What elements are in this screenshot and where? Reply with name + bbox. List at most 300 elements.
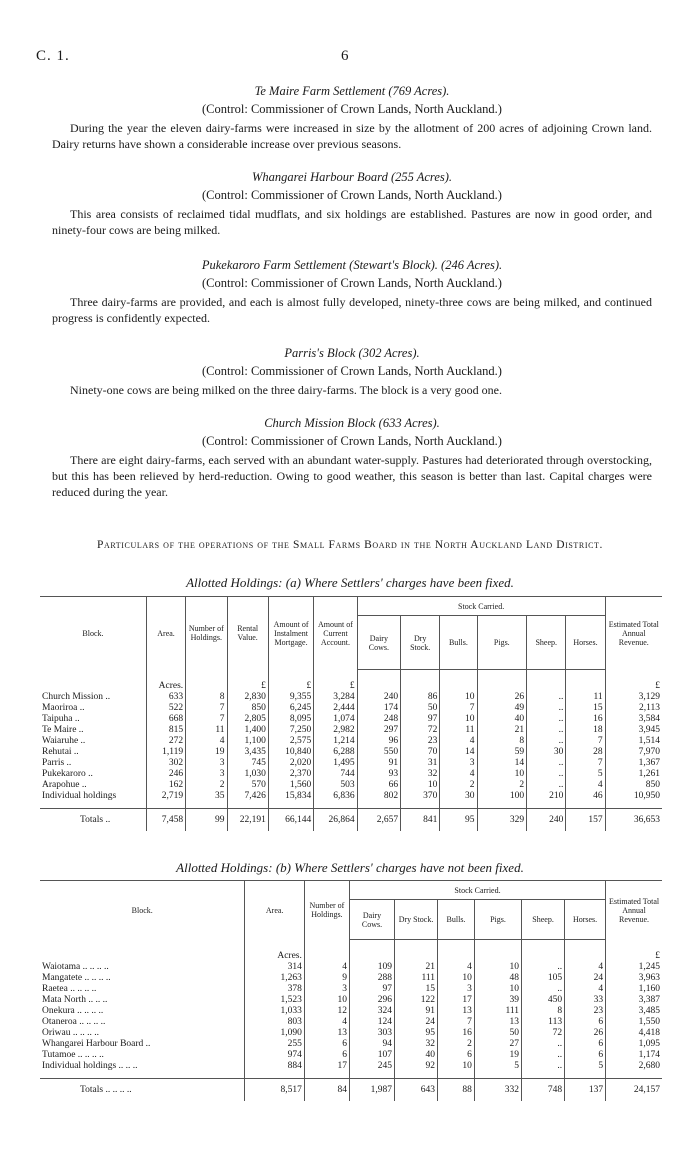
table-b: [40, 880, 662, 1101]
row-cell: 21: [477, 725, 527, 736]
row-cell: 8: [477, 736, 527, 747]
header-mortgage: Amount of Instalment Mortgage.: [268, 597, 313, 670]
totals-cell: 643: [395, 1079, 438, 1102]
row-cell: 6: [565, 1017, 606, 1028]
row-cell: 245: [349, 1061, 394, 1072]
row-cell: 70: [401, 747, 440, 758]
row-cell: 6,245: [268, 703, 313, 714]
row-cell: 2: [186, 780, 227, 791]
row-cell: 3,387: [606, 995, 662, 1006]
row-block-name: Parris ..: [42, 758, 72, 768]
row-cell: 7,250: [268, 725, 313, 736]
row-cell: 10: [474, 984, 521, 995]
row-cell: 302: [146, 758, 185, 769]
row-cell: 570: [227, 780, 268, 791]
row-cell: 1,523: [245, 995, 304, 1006]
row-cell: 92: [395, 1061, 438, 1072]
row-cell: ..: [522, 962, 565, 973]
row-cell: 13: [474, 1017, 521, 1028]
totals-row: [40, 1079, 662, 1102]
row-cell: 4: [438, 962, 475, 973]
row-cell: 297: [357, 725, 400, 736]
row-cell: 40: [395, 1050, 438, 1061]
row-cell: 19: [474, 1050, 521, 1061]
section-body: During the year the eleven dairy-farms were increased in size by the allotment of 200 acres of adjoining Crown land. Dairy returns have shown a considerable increase over previous seasons.: [52, 121, 652, 151]
row-cell: 210: [527, 791, 566, 802]
unit-mortgage: £: [268, 670, 313, 693]
row-cell: 1,245: [606, 962, 662, 973]
row-cell: 10: [440, 714, 477, 725]
row-cell: 3,584: [605, 714, 662, 725]
row-cell: ..: [527, 769, 566, 780]
row-cell: 1,263: [245, 973, 304, 984]
row-cell: 850: [605, 780, 662, 791]
row-cell: 124: [349, 1017, 394, 1028]
row-cell: 1,119: [146, 747, 185, 758]
row-cell: 30: [527, 747, 566, 758]
header-holdings: Number of Holdings.: [304, 881, 349, 940]
unit-rental: £: [227, 670, 268, 693]
row-cell: 1,550: [606, 1017, 662, 1028]
row-cell: 2,805: [227, 714, 268, 725]
row-cell: 5: [566, 769, 605, 780]
row-cell: 3,485: [606, 1006, 662, 1017]
header-block: Block.: [40, 881, 245, 940]
row-block-name: Maoriroa ..: [42, 703, 85, 713]
row-block-name: Taipuha ..: [42, 714, 80, 724]
row-cell: 4: [186, 736, 227, 747]
header-area: Area.: [146, 597, 185, 670]
row-cell: 522: [146, 703, 185, 714]
totals-cell: 84: [304, 1079, 349, 1102]
header-bulls: Bulls.: [438, 900, 475, 940]
row-cell: 1,400: [227, 725, 268, 736]
table-row: [40, 725, 662, 736]
totals-cell: 36,653: [605, 809, 662, 832]
header-pigs: Pigs.: [477, 616, 527, 670]
table-row: [40, 747, 662, 758]
row-cell: 3: [438, 984, 475, 995]
particulars-heading: Particulars of the operations of the Small Farms Board in the North Auckland Land District.: [96, 539, 604, 551]
unit-area: Acres.: [146, 670, 185, 693]
header-dairy-cows: Dairy Cows.: [357, 616, 400, 670]
header-stock-carried: Stock Carried.: [349, 881, 605, 900]
row-cell: 59: [477, 747, 527, 758]
row-cell: 13: [438, 1006, 475, 1017]
totals-cell: 26,864: [314, 809, 357, 832]
row-cell: 28: [566, 747, 605, 758]
document-reference: C. 1.: [36, 48, 70, 64]
row-block-name: Individual holdings: [42, 791, 117, 801]
row-block-name: Individual holdings .. .. ..: [42, 1061, 138, 1071]
section-title: Church Mission Block (633 Acres).: [264, 416, 440, 430]
row-cell: ..: [527, 703, 566, 714]
row-block-name: Arapohue ..: [42, 780, 87, 790]
row-cell: 30: [440, 791, 477, 802]
table-row: [40, 962, 662, 973]
row-cell: 10,950: [605, 791, 662, 802]
row-cell: 12: [304, 1006, 349, 1017]
row-cell: 113: [522, 1017, 565, 1028]
row-cell: 668: [146, 714, 185, 725]
row-cell: 27: [474, 1039, 521, 1050]
row-cell: 884: [245, 1061, 304, 1072]
totals-cell: 2,657: [357, 809, 400, 832]
row-cell: 100: [477, 791, 527, 802]
row-cell: 40: [477, 714, 527, 725]
row-cell: 6: [438, 1050, 475, 1061]
header-area: Area.: [245, 881, 304, 940]
row-cell: 122: [395, 995, 438, 1006]
row-cell: 3,129: [605, 692, 662, 703]
row-cell: 23: [565, 1006, 606, 1017]
row-cell: 6,288: [314, 747, 357, 758]
row-cell: 32: [401, 769, 440, 780]
row-block-name: Oriwau .. .. .. ..: [42, 1028, 99, 1038]
header-dry-stock: Dry Stock.: [401, 616, 440, 670]
section-body: There are eight dairy-farms, each served with an abundant water-supply. Pastures had deteriorated through overstocking, but this has been relieved by herd-reduction. Owing to good weather, this season is better than last. Capital charges were reduced during the year.: [52, 453, 652, 499]
row-cell: 4: [566, 780, 605, 791]
row-cell: 2,719: [146, 791, 185, 802]
row-cell: 3,435: [227, 747, 268, 758]
row-block-name: Rehutai ..: [42, 747, 79, 757]
row-cell: 105: [522, 973, 565, 984]
table-a-subtitle: Allotted Holdings: (a) Where Settlers' charges have been fixed.: [186, 575, 514, 590]
row-cell: 7: [440, 703, 477, 714]
row-cell: 39: [474, 995, 521, 1006]
row-cell: 3: [304, 984, 349, 995]
row-cell: 91: [357, 758, 400, 769]
row-cell: 745: [227, 758, 268, 769]
header-pigs: Pigs.: [474, 900, 521, 940]
section-parris-block: [52, 346, 652, 398]
row-cell: 314: [245, 962, 304, 973]
row-block-name: Church Mission ..: [42, 692, 111, 702]
row-cell: ..: [527, 725, 566, 736]
row-cell: 255: [245, 1039, 304, 1050]
row-cell: 174: [357, 703, 400, 714]
row-cell: ..: [527, 736, 566, 747]
section-body: Three dairy-farms are provided, and each is almost fully developed, ninety-three cows are being milked, and continued progress is confidently expected.: [52, 295, 652, 325]
row-cell: 6,836: [314, 791, 357, 802]
row-cell: 24: [565, 973, 606, 984]
table-row: [40, 1050, 662, 1061]
row-cell: 31: [401, 758, 440, 769]
row-cell: 1,033: [245, 1006, 304, 1017]
section-control: (Control: Commissioner of Crown Lands, North Auckland.): [202, 102, 502, 116]
table-row: [40, 703, 662, 714]
row-cell: ..: [522, 1061, 565, 1072]
table-row: [40, 769, 662, 780]
row-cell: 50: [474, 1028, 521, 1039]
header-sheep: Sheep.: [522, 900, 565, 940]
section-control: (Control: Commissioner of Crown Lands, North Auckland.): [202, 276, 502, 290]
row-cell: 744: [314, 769, 357, 780]
units-row: [40, 670, 662, 693]
row-cell: 13: [304, 1028, 349, 1039]
row-cell: 6: [565, 1039, 606, 1050]
table-b-subtitle: Allotted Holdings: (b) Where Settlers' charges have not been fixed.: [176, 860, 524, 875]
row-cell: 14: [477, 758, 527, 769]
row-cell: 17: [438, 995, 475, 1006]
row-cell: 10: [304, 995, 349, 1006]
row-cell: 15: [566, 703, 605, 714]
row-cell: 8: [522, 1006, 565, 1017]
row-cell: 7,970: [605, 747, 662, 758]
row-cell: 7: [566, 736, 605, 747]
row-cell: 2,444: [314, 703, 357, 714]
totals-row: [40, 809, 662, 832]
header-block: Block.: [40, 597, 146, 670]
table-row: [40, 736, 662, 747]
row-cell: 18: [566, 725, 605, 736]
table-row: [40, 1017, 662, 1028]
section-title: Parris's Block (302 Acres).: [284, 346, 420, 360]
totals-cell: 95: [440, 809, 477, 832]
row-cell: 815: [146, 725, 185, 736]
row-cell: 49: [477, 703, 527, 714]
row-cell: 802: [357, 791, 400, 802]
row-cell: 24: [395, 1017, 438, 1028]
row-cell: 272: [146, 736, 185, 747]
header-sheep: Sheep.: [527, 616, 566, 670]
row-cell: 633: [146, 692, 185, 703]
row-block-name: Raetea .. .. .. ..: [42, 984, 97, 994]
header-dry-stock: Dry Stock.: [395, 900, 438, 940]
row-block-name: Whangarei Harbour Board ..: [42, 1039, 151, 1049]
row-cell: 21: [395, 962, 438, 973]
row-cell: 1,367: [605, 758, 662, 769]
row-cell: 72: [522, 1028, 565, 1039]
row-cell: 4: [440, 736, 477, 747]
row-cell: 9: [304, 973, 349, 984]
section-te-maire: [52, 84, 652, 152]
row-cell: 50: [401, 703, 440, 714]
table-row: [40, 1006, 662, 1017]
header-horses: Horses.: [565, 900, 606, 940]
row-cell: 1,160: [606, 984, 662, 995]
table-a: [40, 596, 662, 831]
row-block-name: Waiaruhe ..: [42, 736, 86, 746]
section-title: Whangarei Harbour Board (255 Acres).: [251, 170, 453, 184]
table-row: [40, 1061, 662, 1072]
row-cell: 97: [401, 714, 440, 725]
totals-cell: 22,191: [227, 809, 268, 832]
row-cell: 11: [566, 692, 605, 703]
row-cell: 107: [349, 1050, 394, 1061]
section-control: (Control: Commissioner of Crown Lands, North Auckland.): [202, 364, 502, 378]
row-cell: 111: [395, 973, 438, 984]
row-cell: 7,426: [227, 791, 268, 802]
row-cell: 97: [349, 984, 394, 995]
row-cell: 246: [146, 769, 185, 780]
row-cell: ..: [522, 1039, 565, 1050]
row-cell: 10,840: [268, 747, 313, 758]
row-block-name: Pukekaroro ..: [42, 769, 93, 779]
header-revenue: Estimated Total Annual Revenue.: [605, 597, 662, 670]
row-cell: 288: [349, 973, 394, 984]
table-row: [40, 1028, 662, 1039]
row-cell: 72: [401, 725, 440, 736]
row-cell: 2,020: [268, 758, 313, 769]
row-cell: 2: [440, 780, 477, 791]
row-cell: ..: [527, 758, 566, 769]
row-cell: 66: [357, 780, 400, 791]
table-row: [40, 791, 662, 802]
row-cell: 16: [438, 1028, 475, 1039]
row-cell: 503: [314, 780, 357, 791]
row-cell: 850: [227, 703, 268, 714]
row-cell: 10: [401, 780, 440, 791]
section-body: This area consists of reclaimed tidal mudflats, and six holdings are established. Pastures are now in good order, and ninety-four cows are being milked.: [52, 207, 652, 237]
row-cell: 3,284: [314, 692, 357, 703]
row-cell: 4: [440, 769, 477, 780]
row-cell: 1,090: [245, 1028, 304, 1039]
table-row: [40, 1039, 662, 1050]
row-cell: 4,418: [606, 1028, 662, 1039]
row-cell: 7: [566, 758, 605, 769]
header-rental: Rental Value.: [227, 597, 268, 670]
row-cell: 3,963: [606, 973, 662, 984]
row-cell: 296: [349, 995, 394, 1006]
header-stock-carried: Stock Carried.: [357, 597, 605, 616]
row-cell: 11: [440, 725, 477, 736]
row-cell: 10: [438, 1061, 475, 1072]
row-cell: 10: [474, 962, 521, 973]
row-block-name: Otaneroa .. .. .. ..: [42, 1017, 106, 1027]
header-horses: Horses.: [566, 616, 605, 670]
row-cell: 17: [304, 1061, 349, 1072]
row-cell: 109: [349, 962, 394, 973]
row-cell: 3,945: [605, 725, 662, 736]
row-cell: 2: [477, 780, 527, 791]
row-block-name: Waiotama .. .. .. ..: [42, 962, 109, 972]
row-cell: 96: [357, 736, 400, 747]
row-cell: 4: [565, 962, 606, 973]
row-cell: 48: [474, 973, 521, 984]
row-cell: 7: [186, 703, 227, 714]
row-cell: ..: [527, 692, 566, 703]
header-holdings: Number of Holdings.: [186, 597, 227, 670]
row-cell: 15,834: [268, 791, 313, 802]
totals-cell: 137: [565, 1079, 606, 1102]
unit-revenue: £: [606, 940, 662, 963]
row-cell: 303: [349, 1028, 394, 1039]
header-bulls: Bulls.: [440, 616, 477, 670]
table-row: [40, 995, 662, 1006]
row-cell: 91: [395, 1006, 438, 1017]
row-cell: 4: [304, 1017, 349, 1028]
totals-cell: 157: [566, 809, 605, 832]
row-cell: 95: [395, 1028, 438, 1039]
row-cell: 6: [304, 1050, 349, 1061]
totals-label: Totals ..: [40, 809, 146, 832]
section-control: (Control: Commissioner of Crown Lands, North Auckland.): [202, 434, 502, 448]
row-cell: 111: [474, 1006, 521, 1017]
row-cell: 1,174: [606, 1050, 662, 1061]
row-cell: 974: [245, 1050, 304, 1061]
row-cell: 35: [186, 791, 227, 802]
row-cell: 9,355: [268, 692, 313, 703]
row-cell: ..: [527, 780, 566, 791]
row-block-name: Mata North .. .. ..: [42, 995, 108, 1005]
row-cell: 4: [565, 984, 606, 995]
row-cell: 19: [186, 747, 227, 758]
unit-current: £: [314, 670, 357, 693]
row-cell: 2,370: [268, 769, 313, 780]
row-cell: 7: [186, 714, 227, 725]
section-body: Ninety-one cows are being milked on the three dairy-farms. The block is a very good one.: [70, 383, 502, 397]
units-row: [40, 940, 662, 963]
totals-cell: 7,458: [146, 809, 185, 832]
row-cell: 2,575: [268, 736, 313, 747]
row-cell: 7: [438, 1017, 475, 1028]
table-row: [40, 714, 662, 725]
totals-cell: 332: [474, 1079, 521, 1102]
header-revenue: Estimated Total Annual Revenue.: [606, 881, 662, 940]
totals-cell: 8,517: [245, 1079, 304, 1102]
row-cell: 1,100: [227, 736, 268, 747]
row-cell: ..: [522, 984, 565, 995]
section-church-mission: [52, 416, 652, 500]
page-number: 6: [341, 48, 349, 64]
row-cell: 450: [522, 995, 565, 1006]
row-cell: 10: [477, 769, 527, 780]
totals-cell: 1,987: [349, 1079, 394, 1102]
row-cell: 803: [245, 1017, 304, 1028]
row-cell: 1,095: [606, 1039, 662, 1050]
totals-cell: 329: [477, 809, 527, 832]
totals-cell: 99: [186, 809, 227, 832]
row-cell: 26: [565, 1028, 606, 1039]
row-cell: 1,261: [605, 769, 662, 780]
section-pukekaroro: [52, 258, 652, 326]
unit-revenue: £: [605, 670, 662, 693]
totals-label: Totals .. .. .. ..: [40, 1079, 245, 1102]
row-cell: 10: [440, 692, 477, 703]
row-cell: 1,074: [314, 714, 357, 725]
row-cell: 1,214: [314, 736, 357, 747]
row-cell: 4: [304, 962, 349, 973]
row-cell: ..: [527, 714, 566, 725]
row-cell: 16: [566, 714, 605, 725]
row-block-name: Onekura .. .. .. ..: [42, 1006, 104, 1016]
row-cell: 1,495: [314, 758, 357, 769]
table-row: [40, 973, 662, 984]
row-cell: 94: [349, 1039, 394, 1050]
row-cell: 5: [565, 1061, 606, 1072]
table-row: [40, 758, 662, 769]
row-cell: 240: [357, 692, 400, 703]
row-cell: 2,982: [314, 725, 357, 736]
row-cell: 33: [565, 995, 606, 1006]
header-current-account: Amount of Current Account.: [314, 597, 357, 670]
row-cell: 3: [186, 758, 227, 769]
section-title: Pukekaroro Farm Settlement (Stewart's Block). (246 Acres).: [201, 258, 503, 272]
row-cell: 2,830: [227, 692, 268, 703]
row-cell: 3: [186, 769, 227, 780]
header-dairy-cows: Dairy Cows.: [349, 900, 394, 940]
row-cell: 6: [565, 1050, 606, 1061]
section-title: Te Maire Farm Settlement (769 Acres).: [254, 84, 450, 98]
row-cell: 324: [349, 1006, 394, 1017]
totals-cell: 748: [522, 1079, 565, 1102]
row-cell: 3: [440, 758, 477, 769]
row-cell: 8,095: [268, 714, 313, 725]
row-cell: 46: [566, 791, 605, 802]
totals-cell: 88: [438, 1079, 475, 1102]
row-cell: 26: [477, 692, 527, 703]
